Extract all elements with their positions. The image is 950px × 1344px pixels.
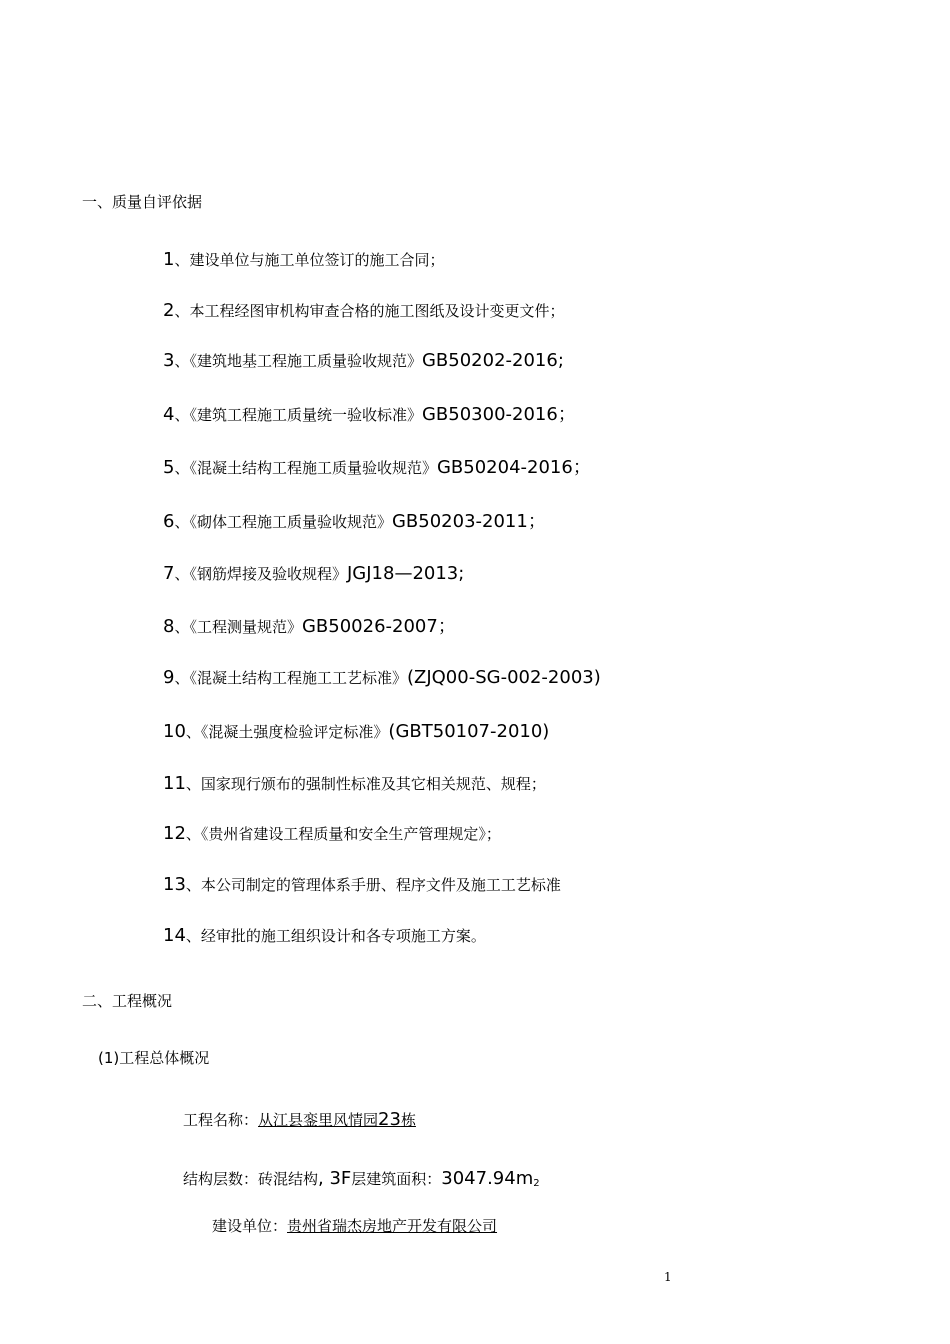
builder-row: [212, 1216, 497, 1236]
list-item: [163, 875, 561, 895]
project-name-number: 23: [378, 1109, 401, 1130]
item-code: GB50202-2016;: [421, 350, 564, 371]
item-text: 、本工程经图审机构审查合格的施工图纸及设计变更文件；: [174, 302, 565, 320]
structure-label: 结构层数：砖混结构: [183, 1170, 319, 1188]
item-text: 、国家现行颁布的强制性标准及其它相关规范、规程；: [185, 775, 546, 793]
item-text: 、《贵州省建设工程质量和安全生产管理规定》；: [185, 825, 501, 843]
item-text: 、《建筑地基工程施工质量验收规范》: [174, 352, 422, 370]
builder-value: 贵州省瑞杰房地产开发有限公司: [287, 1217, 498, 1235]
item-number: 5: [163, 457, 175, 478]
item-number: 4: [163, 404, 175, 425]
item-number: 6: [163, 511, 175, 532]
item-code: JGJ18—2013;: [346, 563, 465, 584]
item-number: 1: [163, 249, 175, 270]
list-item: [163, 405, 576, 425]
list-item: [163, 301, 564, 321]
project-name-row: [183, 1110, 416, 1130]
list-item: [163, 824, 501, 844]
item-code: (GBT50107-2010): [388, 721, 550, 742]
list-item: [163, 774, 546, 794]
list-item: [163, 926, 486, 946]
item-code: GB50203-2011；: [391, 511, 546, 532]
item-number: 13: [163, 874, 186, 895]
structure-row: [183, 1169, 540, 1194]
structure-floors: , 3F: [318, 1168, 352, 1189]
project-name-suffix: 栋: [400, 1111, 416, 1129]
item-number: 14: [163, 925, 186, 946]
item-number: 11: [163, 773, 186, 794]
project-name-label: 工程名称：: [183, 1111, 259, 1129]
builder-label: 建设单位：: [212, 1217, 288, 1235]
list-item: [163, 351, 564, 371]
item-text: 、《混凝土结构工程施工质量验收规范》: [174, 459, 437, 477]
page-number: 1: [664, 1270, 672, 1284]
item-text: 、《建筑工程施工质量统一验收标准》: [174, 406, 422, 424]
item-text: 、《砌体工程施工质量验收规范》: [174, 513, 392, 531]
list-item: [163, 668, 601, 688]
project-name-value: 从江县銮里风情园: [258, 1111, 379, 1129]
list-item: [163, 564, 464, 584]
item-text: 、经审批的施工组织设计和各专项施工方案。: [185, 927, 486, 945]
item-number: 12: [163, 823, 186, 844]
list-item: [163, 512, 546, 532]
item-text: 、《工程测量规范》: [174, 618, 302, 636]
item-text: 、《钢筋焊接及验收规程》: [174, 565, 347, 583]
item-code: GB50204-2016；: [436, 457, 591, 478]
item-number: 7: [163, 563, 175, 584]
item-number: 2: [163, 300, 175, 321]
item-code: GB50026-2007；: [301, 616, 456, 637]
item-text: 、建设单位与施工单位签订的施工合同；: [174, 251, 445, 269]
item-text: 、《混凝土强度检验评定标准》: [185, 723, 389, 741]
item-text: 、本公司制定的管理体系手册、程序文件及施工工艺标准: [185, 876, 561, 894]
list-item: [163, 250, 444, 270]
area-label: 层建筑面积：: [351, 1170, 442, 1188]
area-value: 3047.94m: [441, 1168, 534, 1189]
item-number: 9: [163, 667, 175, 688]
list-item: [163, 722, 549, 742]
section-1-title: 一、质量自评依据: [82, 193, 203, 211]
item-code: (ZJQ00-SG-002-2003): [406, 667, 601, 688]
item-number: 8: [163, 616, 175, 637]
list-item: [163, 458, 591, 478]
item-number: 3: [163, 350, 175, 371]
list-item: [163, 617, 456, 637]
subsection-title: (1)工程总体概况: [98, 1049, 210, 1067]
item-number: 10: [163, 721, 186, 742]
area-unit-superscript: 2: [533, 1178, 540, 1189]
item-text: 、《混凝土结构工程施工工艺标准》: [174, 669, 407, 687]
section-2-title: 二、工程概况: [82, 992, 173, 1010]
item-code: GB50300-2016；: [421, 404, 576, 425]
